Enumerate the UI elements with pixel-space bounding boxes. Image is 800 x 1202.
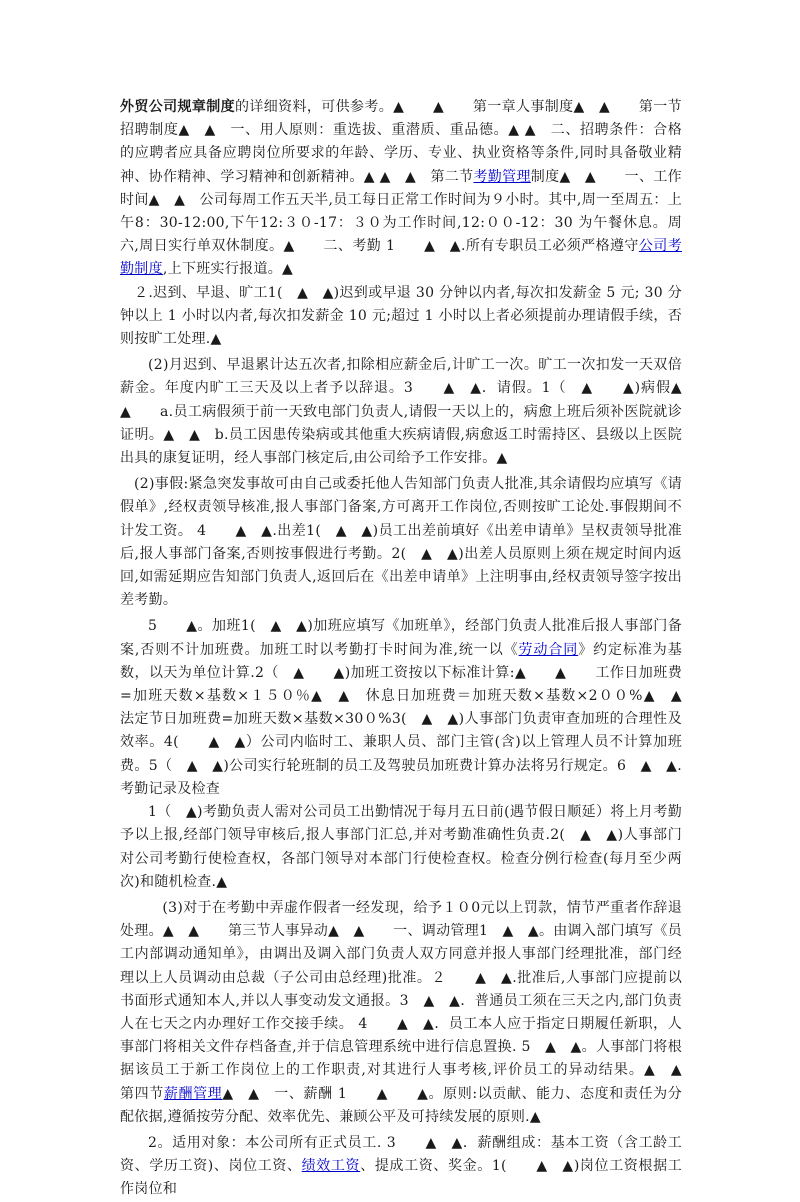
document-paragraph — [120, 96, 682, 282]
paragraph-text: (2)事假:紧急突发事故可由自己或委托他人告知部门负责人批准,其余请假均应填写《请假单》,经权责领导核准,报人事部门备案,方可离开工作岗位,否则按旷工论处.事假期间不计发工资。 4 ▲ ▲.出差1( ▲ ▲)员工出差前填好《出差申请单》呈权责领导批准后,报人事部门备案,否则按事假进行考勤。2( ▲ ▲)出差人员原则上须在规定时间内返回,如需延期应告知部门负责人,返回后在《出差申请单》上注明事由,经权责领导签字按出差考勤。 — [120, 476, 682, 609]
paragraph-text: 1（ ▲)考勤负责人需对公司员工出勤情况于每月五日前(遇节假日顺延）将上月考勤予以上报,经部门领导审核后,报人事部门汇总,并对考勤准确性负责.2( ▲ ▲)人事部门对公司考勤行使检查权，各部门领导对本部门行使检查权。检查分例行检查(每月至少两次)和随机检查.▲ — [120, 804, 682, 890]
document-paragraph — [120, 473, 682, 612]
document-paragraph — [120, 897, 711, 1129]
paragraph-text: ２.迟到、早退、旷工1( ▲ ▲)迟到或早退 30 分钟以内者,每次扣发薪金 5 元; 30 分钟以上 1 小时以内者,每次扣发薪金 10 元;超过 1 小时以上者必须提前办理请假手续，否则按旷工处理.▲ — [120, 284, 682, 348]
paragraph-text: 、提成工资、奖金。1( ▲ ▲)岗位工资根据工作岗位和 — [120, 1158, 682, 1198]
paragraph-text: (2)月迟到、早退累计达五次者,扣除相应薪金后,计旷工一次。旷工一次扣发一天双倍薪金。年度内旷工三天及以上者予以辞退。3 ▲ ▲．请假。1（ ▲ ▲)病假▲ ▲ a.员工病假须于前一天致电部门负责人,请假一天以上的，病愈上班后须补医院就诊证明。▲ ▲ b.员工因患传染病或其他重大疾病请假,病愈返工时需持区、县级以上医院出具的康复证明，经人事部门核定后,由公司给予工作安排。▲ — [120, 357, 711, 467]
paragraph-text: 制度▲ ▲ 一、工作时间▲ ▲ 公司每周工作五天半,员工每日正常工作时间为９小时。其中,周一至周五：上午8：30-12:00,下午12:３０-17：３０为工作时间,12:００-12：30 为午餐休息。周六,周日实行单双休制度。▲ 二、考勤 1 ▲ ▲.所有专职员工必须严格遵守 — [120, 168, 682, 255]
paragraph-text: 的详细资料，可供参考。▲ ▲ 第一章人事制度▲ ▲ 第一节招聘制度▲ ▲ 一、用人原则：重选拔、重潜质、重品德。▲ ▲ 二、招聘条件：合格的应聘者应具备应聘岗位所要求的年龄、学历、专业、执业资格等条件,同时具备敬业精神、协作精神、学习精神和创新精神。▲ ▲ ▲ 第二节 — [120, 99, 682, 185]
document-body — [120, 96, 711, 1202]
document-paragraph — [120, 282, 682, 352]
hyperlink[interactable]: 绩效工资 — [301, 1158, 361, 1175]
paragraph-text: ▲ ▲ 一、薪酬 1 ▲ ▲。原则:以贡献、能力、态度和责任为分配依据,遵循按劳分配、效率优先、兼顾公平及可持续发展的原则.▲ — [120, 1085, 683, 1125]
document-paragraph — [120, 354, 711, 470]
document-paragraph — [120, 1132, 682, 1202]
paragraph-text: ,上下班实行报道。▲ — [162, 261, 294, 278]
document-paragraph — [120, 801, 682, 894]
hyperlink[interactable]: 公司考勤制度 — [120, 238, 682, 278]
hyperlink[interactable]: 薪酬管理 — [163, 1085, 223, 1102]
paragraph-text: 5 ▲。加班1( ▲ ▲)加班应填写《加班单》，经部门负责人批准后报人事部门备案,否则不计加班费。加班工时以考勤打卡时间为准,统一以《 — [120, 618, 682, 658]
paragraph-text: 2。适用对象：本公司所有正式员工. 3 ▲ ▲．薪酬组成：基本工资（含工龄工资、学历工资)、岗位工资、 — [120, 1134, 682, 1175]
hyperlink[interactable]: 劳动合同 — [518, 641, 579, 658]
document-paragraph — [120, 615, 711, 801]
paragraph-text: 》约定标准为基数，以天为单位计算.2（ ▲ ▲)加班工资按以下标准计算:▲ ▲ 工作日加班费=加班天数×基数×１５０％▲ ▲ 休息日加班费＝加班天数×基数×2００%▲ ▲ 法定节日加班费=加班天数×基数×30０%3( ▲ ▲)人事部门负责审查加班的合理性及效率。4( ▲ ▲）公司内临时工、兼职人员、部门主管(含)以上管理人员不计算加班费。5（ ▲ ▲)公司实行轮班制的员工及驾驶员加班费计算办法将另行规定。6 ▲ ▲.考勤记录及检查 — [120, 641, 711, 797]
hyperlink[interactable]: 考勤管理 — [473, 168, 531, 185]
document-title-text: 外贸公司规章制度 — [120, 99, 235, 115]
paragraph-text: (3)对于在考勤中弄虚作假者一经发现，给予１０0元以上罚款，情节严重者作辞退处理。▲ ▲ 第三节人事异动▲ ▲ 一、调动管理1 ▲ ▲。由调入部门填写《员工内部调动通知单》，由调出及调入部门负责人双方同意并报人事部门经理批准，部门经理以上人员调动由总裁（子公司由总经理)批准。２ ▲ ▲.批准后,人事部门应提前以书面形式通知本人,并以人事变动发文通报。3 ▲ ▲．普通员工须在三天之内,部门负责人在七天之内办理好工作交接手续。 4 ▲ ▲．员工本人应于指定日期履任新职，人事部门将相关文件存档备查,并于信息管理系统中进行信息置换. 5 ▲ ▲。人事部门将根据该员工于新工作岗位上的工作职责,对其进行人事考核,评价员工的异动结果。▲ ▲ 第四节 — [120, 899, 711, 1102]
